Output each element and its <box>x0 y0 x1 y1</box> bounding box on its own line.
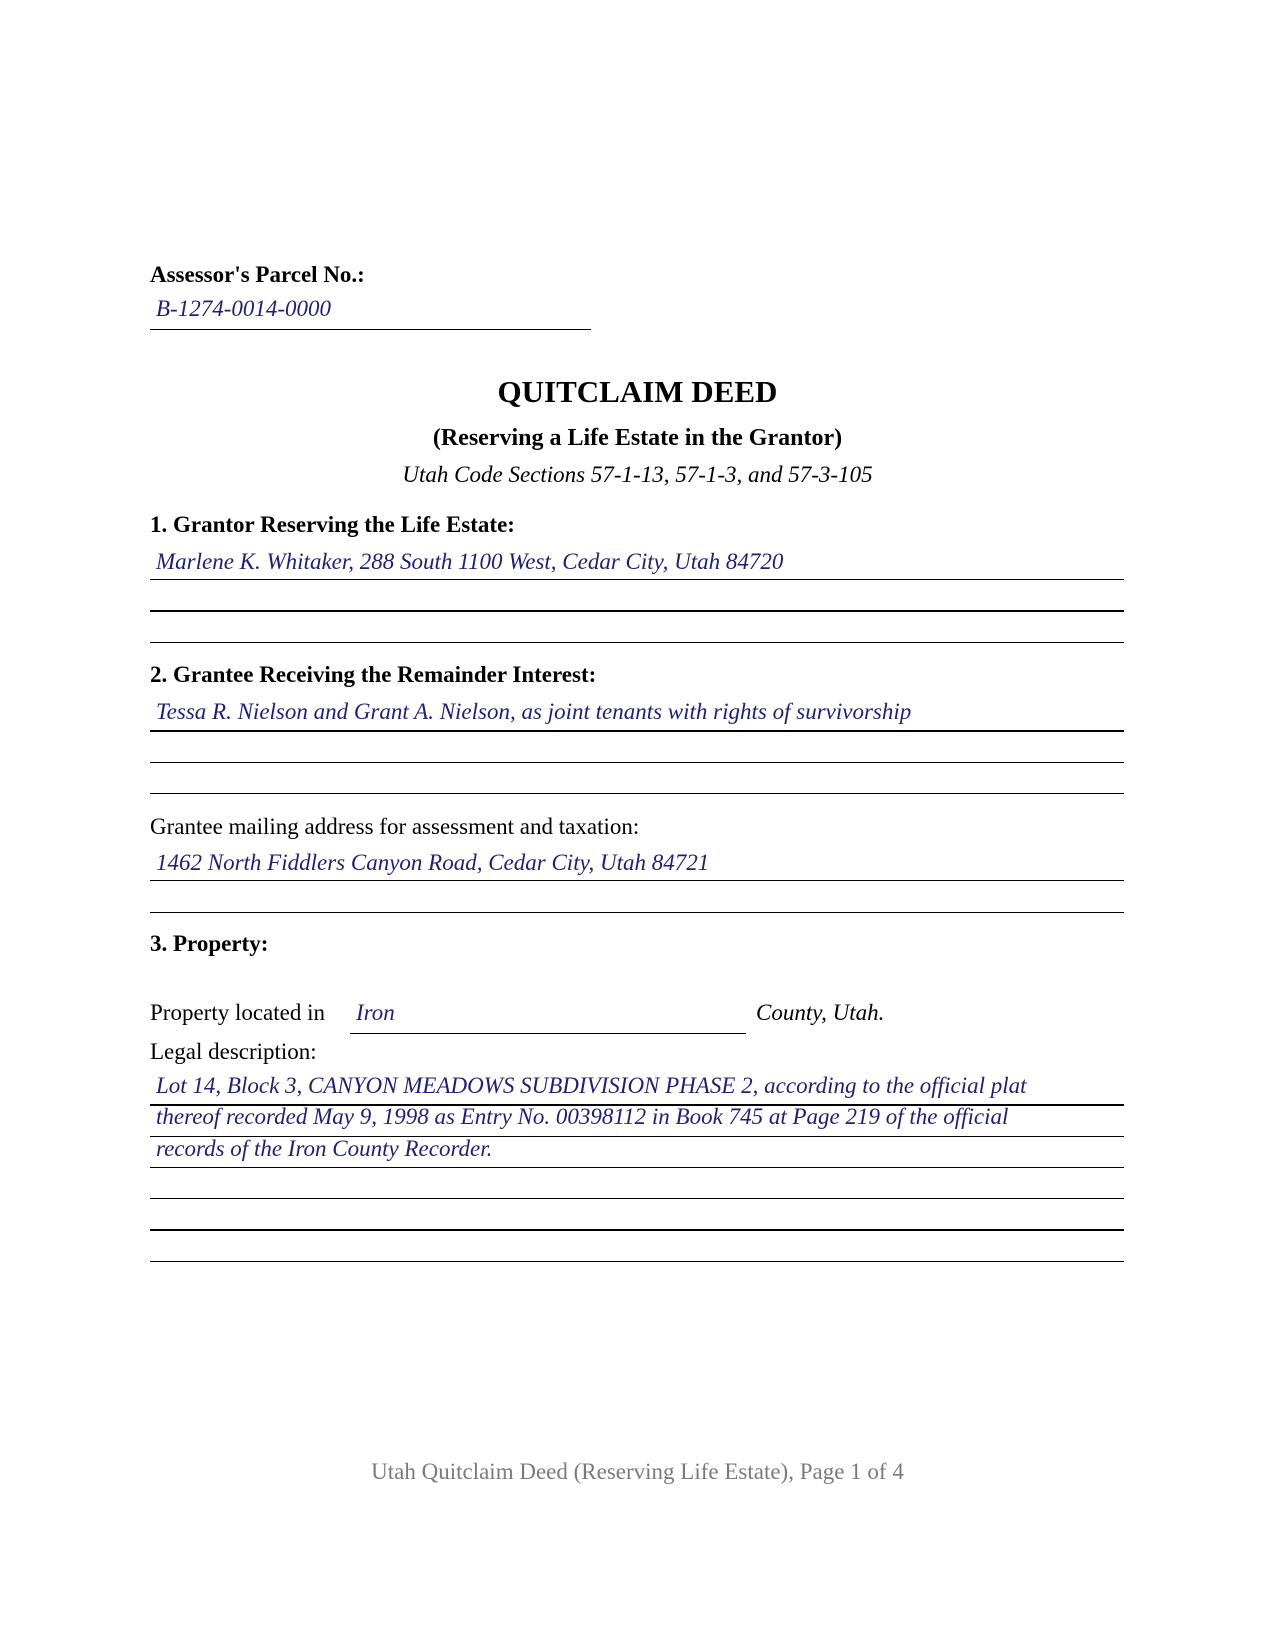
legal-description-line-2[interactable]: thereof recorded May 9, 1998 as Entry No. 00398112 in Book 745 at Page 219 of the official <box>156 1104 1009 1129</box>
county-suffix: County, Utah. <box>756 1000 885 1025</box>
grantee-underline-1 <box>150 730 1124 732</box>
document-title: QUITCLAIM DEED <box>497 374 778 409</box>
legal-underline-6[interactable] <box>150 1261 1124 1262</box>
parcel-number-field[interactable]: B-1274-0014-0000 <box>156 296 332 321</box>
grantee-heading: 2. Grantee Receiving the Remainder Interest: <box>150 662 597 687</box>
document-subtitle: (Reserving a Life Estate in the Grantor) <box>432 425 843 451</box>
grantee-underline-2[interactable] <box>150 762 1124 763</box>
grantee-underline-3[interactable] <box>150 793 1124 794</box>
legal-description-line-1[interactable]: Lot 14, Block 3, CANYON MEADOWS SUBDIVISION PHASE 2, according to the official plat <box>156 1073 1027 1098</box>
mailing-underline-2[interactable] <box>150 912 1124 913</box>
statute-reference: Utah Code Sections 57-1-13, 57-1-3, and 57-3-105 <box>402 462 873 487</box>
property-located-label: Property located in <box>150 1000 326 1025</box>
county-underline <box>350 1033 746 1034</box>
grantor-heading: 1. Grantor Reserving the Life Estate: <box>150 512 515 537</box>
grantor-underline-1 <box>150 579 1124 580</box>
legal-description-line-3[interactable]: records of the Iron County Recorder. <box>156 1136 493 1161</box>
legal-underline-4[interactable] <box>150 1198 1124 1199</box>
property-heading: 3. Property: <box>150 931 269 956</box>
parcel-underline <box>150 329 591 330</box>
parcel-label: Assessor's Parcel No.: <box>150 262 365 287</box>
legal-underline-5[interactable] <box>150 1229 1124 1231</box>
legal-description-label: Legal description: <box>150 1039 317 1064</box>
grantor-line-1[interactable]: Marlene K. Whitaker, 288 South 1100 West, Cedar City, Utah 84720 <box>156 549 784 574</box>
mailing-underline-1 <box>150 880 1124 881</box>
page-footer: Utah Quitclaim Deed (Reserving Life Estate), Page 1 of 4 <box>371 1459 904 1484</box>
mailing-address-line-1[interactable]: 1462 North Fiddlers Canyon Road, Cedar City, Utah 84721 <box>156 850 710 875</box>
grantor-underline-3[interactable] <box>150 642 1124 643</box>
grantee-line-1[interactable]: Tessa R. Nielson and Grant A. Nielson, as joint tenants with rights of survivorship <box>156 699 912 724</box>
grantor-underline-2[interactable] <box>150 610 1124 612</box>
legal-underline-3 <box>150 1167 1124 1168</box>
county-field[interactable]: Iron <box>356 1000 395 1025</box>
mailing-address-label: Grantee mailing address for assessment and taxation: <box>150 814 640 839</box>
